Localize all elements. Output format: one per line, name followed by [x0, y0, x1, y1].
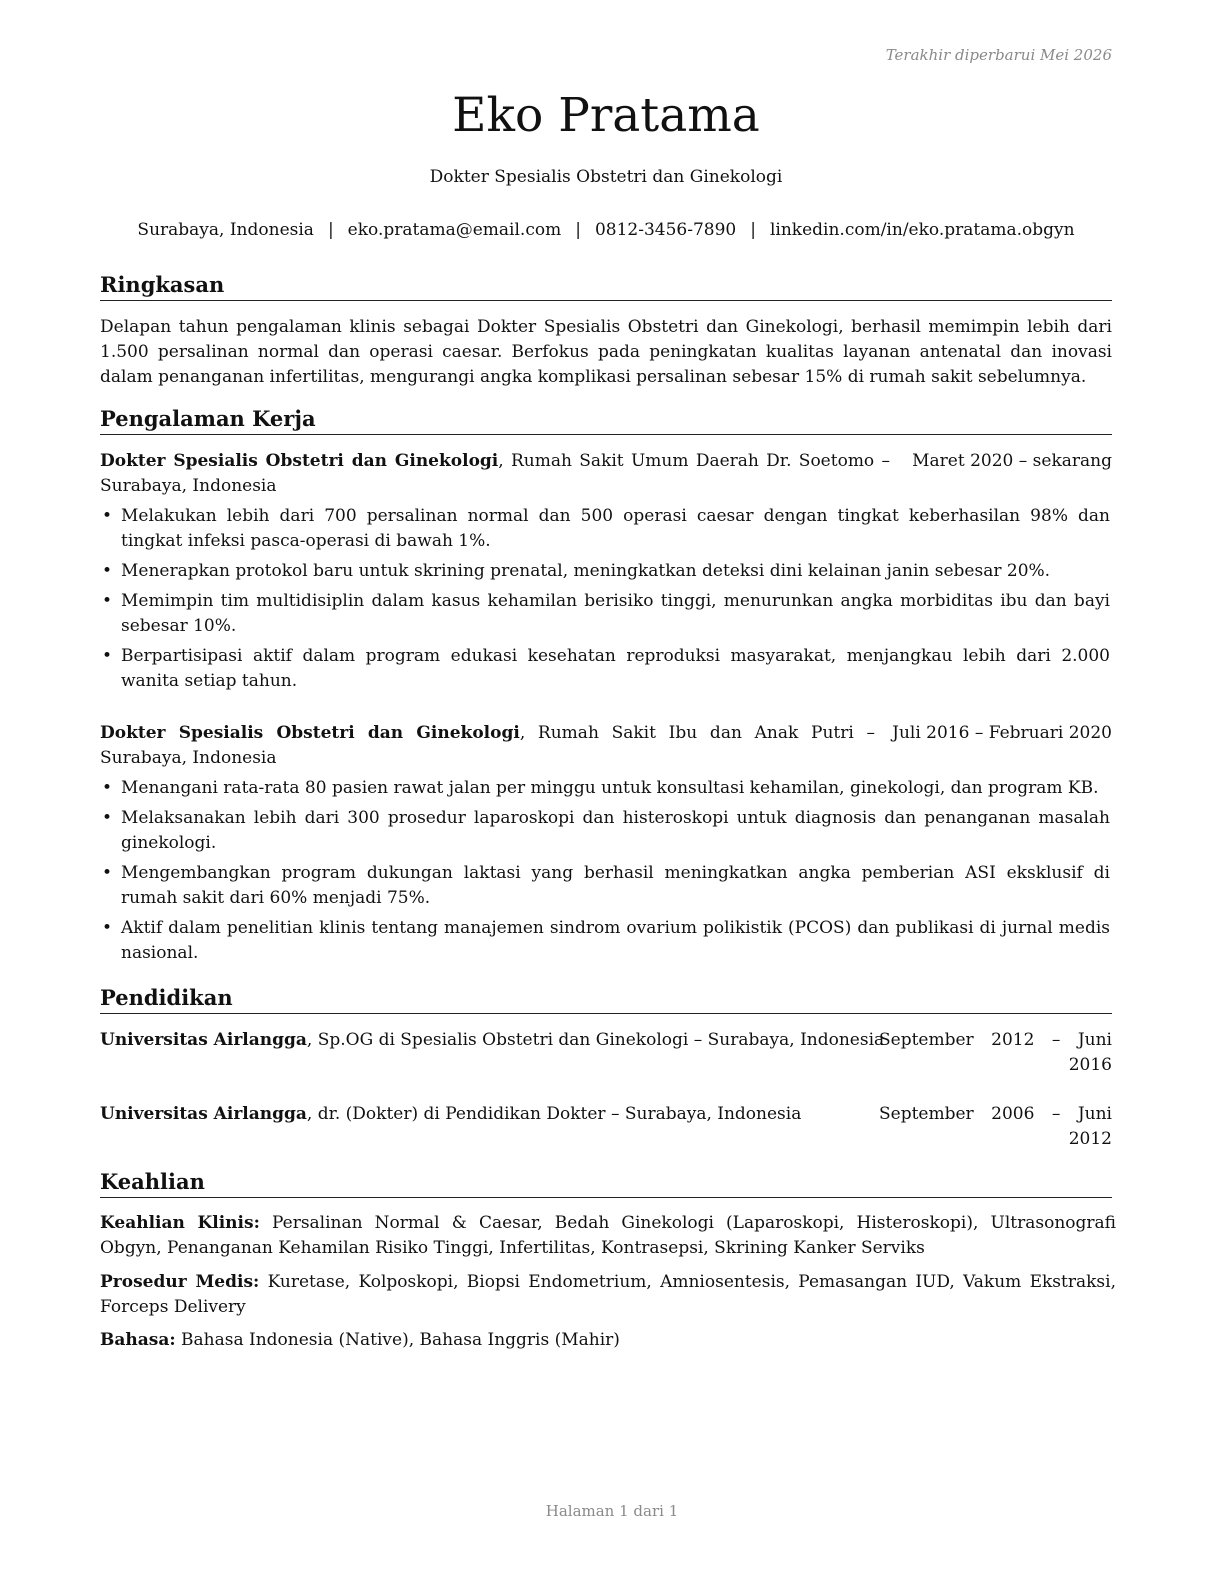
section-heading-summary: Ringkasan — [100, 271, 1112, 301]
summary-text: Delapan tahun pengalaman klinis sebagai Dokter Spesialis Obstetri dan Ginekologi, berhasil memimpin lebih dari 1.500 persalinan normal dan operasi caesar. Berfokus pada peningkatan kualitas layanan antenatal dan inovasi dalam penanganan infertilitas, mengurangi angka komplikasi persalinan sebesar 15% di rumah sakit sebelumnya. — [100, 317, 1112, 387]
skill-group — [100, 1270, 1116, 1320]
bullet-dot-icon: • — [102, 918, 113, 938]
bullet-text: Mengembangkan program dukungan laktasi yang berhasil meningkatkan angka pemberian ASI eksklusif di rumah sakit dari 60% menjadi 75%. — [121, 863, 1110, 908]
bullet-text: Memimpin tim multidisiplin dalam kasus kehamilan berisiko tinggi, menurunkan angka morbiditas ibu dan bayi sebesar 10%. — [121, 591, 1110, 636]
education-school: Universitas Airlangga — [100, 1030, 307, 1050]
bullet-dot-icon: • — [102, 591, 113, 611]
candidate-name: Eko Pratama — [452, 88, 760, 143]
bullet-text: Melakukan lebih dari 700 persalinan normal dan 500 operasi caesar dengan tingkat keberhasilan 98% dan tingkat infeksi pasca-operasi di bawah 1%. — [121, 506, 1110, 551]
last-updated-note: Terakhir diperbarui Mei 2026 — [885, 46, 1112, 64]
list-item — [100, 589, 1110, 639]
job-bullets — [100, 504, 1110, 699]
list-item — [100, 806, 1110, 856]
bullet-text: Menangani rata-rata 80 pasien rawat jalan per minggu untuk konsultasi kehamilan, ginekologi, dan program KB. — [121, 778, 1099, 798]
job-dates: Juli 2016 – Februari 2020 — [892, 723, 1112, 743]
skill-group — [100, 1328, 1116, 1353]
education-dates: September 2006 – Juni 2012 — [879, 1104, 1112, 1149]
page-number-footer: Halaman 1 dari 1 — [545, 1502, 679, 1520]
education-school: Universitas Airlangga — [100, 1104, 307, 1124]
contact-separator: | — [750, 220, 756, 240]
bullet-dot-icon: • — [102, 863, 113, 883]
bullet-text: Berpartisipasi aktif dalam program edukasi kesehatan reproduksi masyarakat, menjangkau lebih dari 2.000 wanita setiap tahun. — [121, 646, 1110, 691]
resume-page — [100, 0, 1116, 1584]
bullet-text: Aktif dalam penelitian klinis tentang manajemen sindrom ovarium polikistik (PCOS) dan publikasi di jurnal medis nasional. — [121, 918, 1110, 963]
skill-group — [100, 1211, 1116, 1261]
skill-label: Keahlian Klinis: — [100, 1213, 260, 1233]
job-header — [100, 721, 1112, 771]
contact-separator: | — [575, 220, 581, 240]
job-dates: Maret 2020 – sekarang — [912, 451, 1112, 471]
job-header — [100, 449, 1112, 499]
skill-label: Bahasa: — [100, 1330, 176, 1350]
job-title-line — [100, 449, 890, 499]
contact-line — [0, 220, 1212, 240]
skill-text: Persalinan Normal & Caesar, Bedah Ginekologi (Laparoskopi, Histeroskopi), Ultrasonografi Obgyn, Penanganan Kehamilan Risiko Tinggi, Infertilitas, Kontrasepsi, Skrining Kanker Serviks — [100, 1213, 1116, 1258]
education-entry — [100, 1028, 1112, 1078]
list-item — [100, 861, 1110, 911]
skill-label: Prosedur Medis: — [100, 1272, 260, 1292]
job-role: Dokter Spesialis Obstetri dan Ginekologi — [100, 723, 520, 743]
job-role: Dokter Spesialis Obstetri dan Ginekologi — [100, 451, 499, 471]
education-detail: , dr. (Dokter) di Pendidikan Dokter – Surabaya, Indonesia — [306, 1104, 802, 1124]
list-item — [100, 504, 1110, 554]
contact-location: Surabaya, Indonesia — [137, 220, 314, 240]
education-dates: September 2012 – Juni 2016 — [879, 1030, 1112, 1075]
bullet-dot-icon: • — [102, 778, 113, 798]
education-detail: , Sp.OG di Spesialis Obstetri dan Ginekologi – Surabaya, Indonesia — [306, 1030, 885, 1050]
education-entry — [100, 1102, 1112, 1152]
contact-separator: | — [327, 220, 334, 240]
list-item — [100, 916, 1110, 966]
bullet-text: Melaksanakan lebih dari 300 prosedur laparoskopi dan histeroskopi untuk diagnosis dan penanganan masalah ginekologi. — [121, 808, 1110, 853]
education-title-line — [100, 1102, 801, 1127]
skill-text: Kuretase, Kolposkopi, Biopsi Endometrium, Amniosentesis, Pemasangan IUD, Vakum Ekstraksi, Forceps Delivery — [100, 1272, 1116, 1317]
list-item — [100, 776, 1110, 801]
skill-text: Bahasa Indonesia (Native), Bahasa Inggris (Mahir) — [175, 1330, 620, 1350]
section-heading-experience: Pengalaman Kerja — [100, 405, 1112, 435]
bullet-dot-icon: • — [102, 506, 113, 526]
job-bullets — [100, 776, 1110, 971]
bullet-text: Menerapkan protokol baru untuk skrining prenatal, meningkatkan deteksi dini kelainan janin sebesar 20%. — [121, 561, 1051, 581]
list-item — [100, 644, 1110, 694]
section-heading-education: Pendidikan — [100, 984, 1112, 1014]
bullet-dot-icon: • — [102, 808, 113, 828]
bullet-dot-icon: • — [102, 561, 113, 581]
list-item — [100, 559, 1110, 584]
contact-linkedin[interactable]: linkedin.com/in/eko.pratama.obgyn — [769, 220, 1075, 240]
job-organization: , Rumah Sakit Ibu dan Anak Putri – Surabaya, Indonesia — [100, 723, 876, 768]
education-title-line — [100, 1028, 884, 1053]
section-heading-skills: Keahlian — [100, 1168, 1112, 1198]
bullet-dot-icon: • — [102, 646, 113, 666]
contact-phone: 0812-3456-7890 — [594, 220, 737, 240]
job-title-line — [100, 721, 875, 771]
candidate-title: Dokter Spesialis Obstetri dan Ginekologi — [429, 167, 783, 187]
job-organization: , Rumah Sakit Umum Daerah Dr. Soetomo – Surabaya, Indonesia — [100, 451, 891, 496]
contact-email[interactable]: eko.pratama@email.com — [347, 220, 562, 240]
